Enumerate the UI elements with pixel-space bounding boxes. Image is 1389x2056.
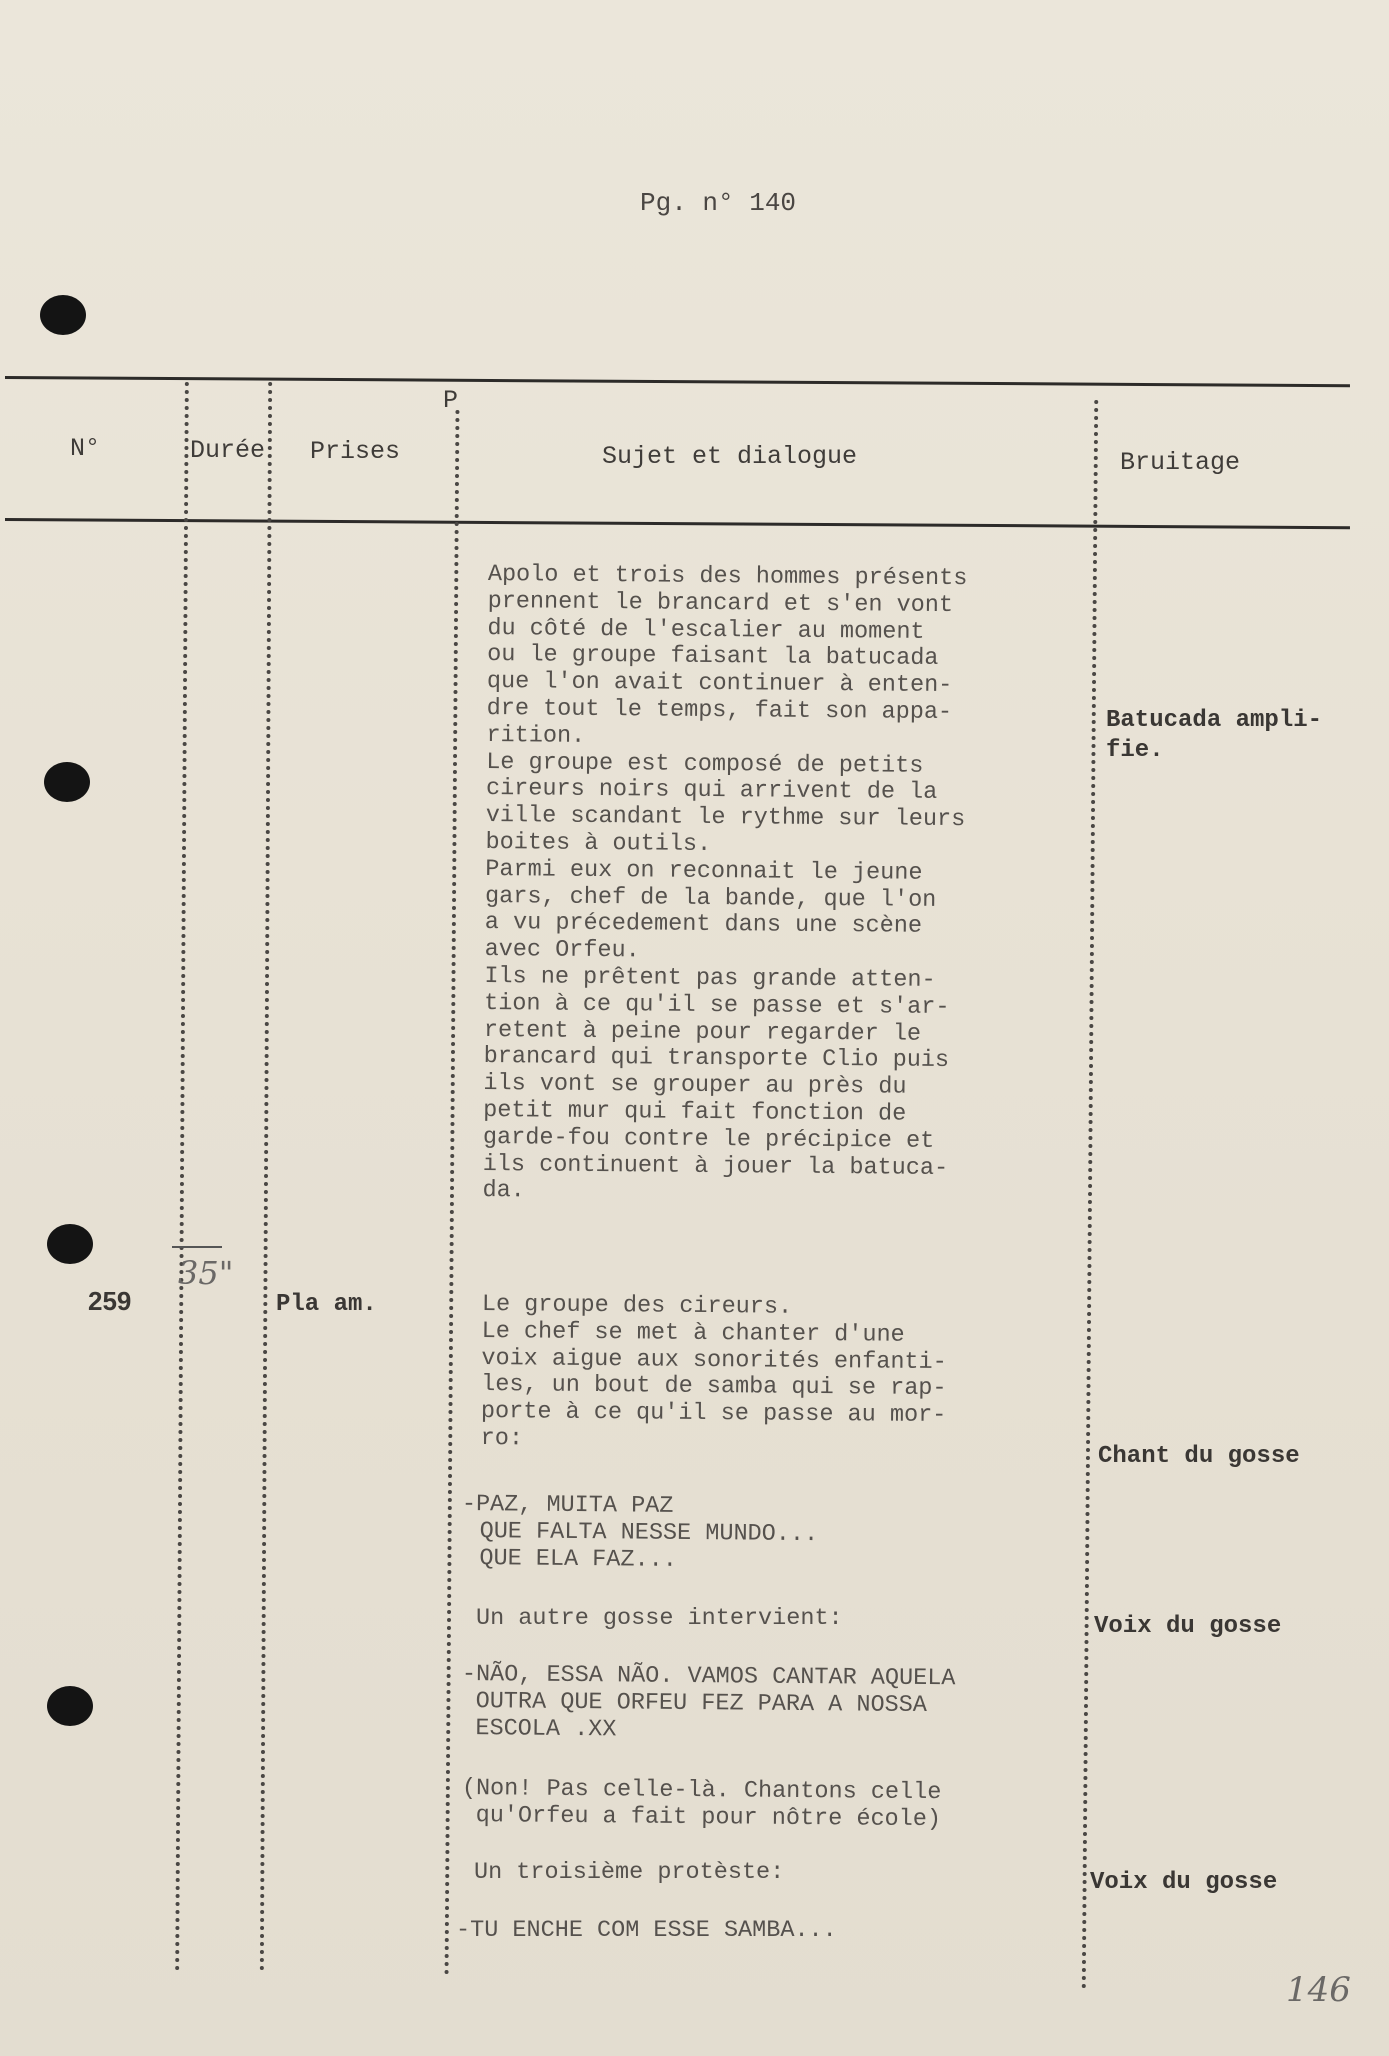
shot-number: 259 [88, 1286, 132, 1316]
song-lyrics: -NÃO, ESSA NÃO. VAMOS CANTAR AQUELA OUTRA QUE ORFEU FEZ PARA A NOSSA ESCOLA .XX [461, 1661, 956, 1743]
song-lyrics: -TU ENCHE COM ESSE SAMBA... [456, 1917, 837, 1944]
header-top-rule [5, 376, 1350, 387]
page-number: Pg. n° 140 [640, 188, 797, 218]
column-separator [1082, 400, 1098, 1990]
punch-hole [47, 1686, 93, 1726]
scene-description: Apolo et trois des hommes présents prennent le brancard et s'en vont du côté de l'escalier au moment ou le groupe faisant la batucada que l'on avait continuer à enten- dre tout le temps, fait son appa- rition. Le groupe est composé de petits cireurs noirs qui arrivent de la ville scandant le rythme sur leurs boites à outils. Parmi eux on reconnait le jeune gars, chef de la bande, que l'on a vu précedement dans une scène avec Orfeu. Ils ne prêtent pas grande atten- tion à ce qu'il se passe et s'ar- retent à peine pour regarder le brancard qui transporte Clio puis ils vont se grouper au près du petit mur qui fait fonction de garde-fou contre le précipice et ils continuent à jouer la batuca- da. [482, 561, 968, 1205]
header-bottom-rule [5, 518, 1350, 529]
column-header-sujet: Sujet et dialogue [602, 442, 858, 471]
bruitage-chant: Chant du gosse [1098, 1443, 1300, 1470]
bruitage-voix: Voix du gosse [1090, 1869, 1278, 1896]
column-header-prises: Prises [310, 437, 401, 466]
column-header-plan-mark: P [443, 386, 459, 415]
bruitage-batucada: Batucada ampli- fie. [1106, 707, 1323, 764]
column-header-duree: Durée [190, 436, 266, 465]
column-header-no: N° [70, 434, 101, 463]
column-separator [260, 382, 272, 1972]
shot-prise: Pla am. [276, 1291, 377, 1318]
punch-hole [40, 295, 86, 335]
column-separator [445, 410, 460, 1976]
punch-hole [44, 762, 90, 802]
handwritten-page-number: 146 [1286, 1970, 1351, 2010]
bruitage-voix: Voix du gosse [1094, 1613, 1282, 1640]
punch-hole [47, 1224, 93, 1264]
shot-separator-mark [172, 1246, 222, 1248]
scene-description: Le groupe des cireurs. Le chef se met à chanter d'une voix aigue aux sonorités enfanti- les, un bout de samba qui se rap- porte à ce qu'il se passe au mor- ro: [480, 1291, 947, 1453]
stage-direction: Un autre gosse intervient: [476, 1605, 843, 1632]
shot-duration: 35" [178, 1254, 234, 1292]
stage-direction: Un troisième protèste: [474, 1859, 785, 1886]
song-lyrics: -PAZ, MUITA PAZ QUE FALTA NESSE MUNDO... QUE ELA FAZ... [461, 1491, 819, 1574]
column-header-bruitage: Bruitage [1120, 448, 1241, 477]
translation: (Non! Pas celle-là. Chantons celle qu'Orfeu a fait pour nôtre école) [461, 1775, 942, 1833]
column-separator [175, 382, 189, 1972]
